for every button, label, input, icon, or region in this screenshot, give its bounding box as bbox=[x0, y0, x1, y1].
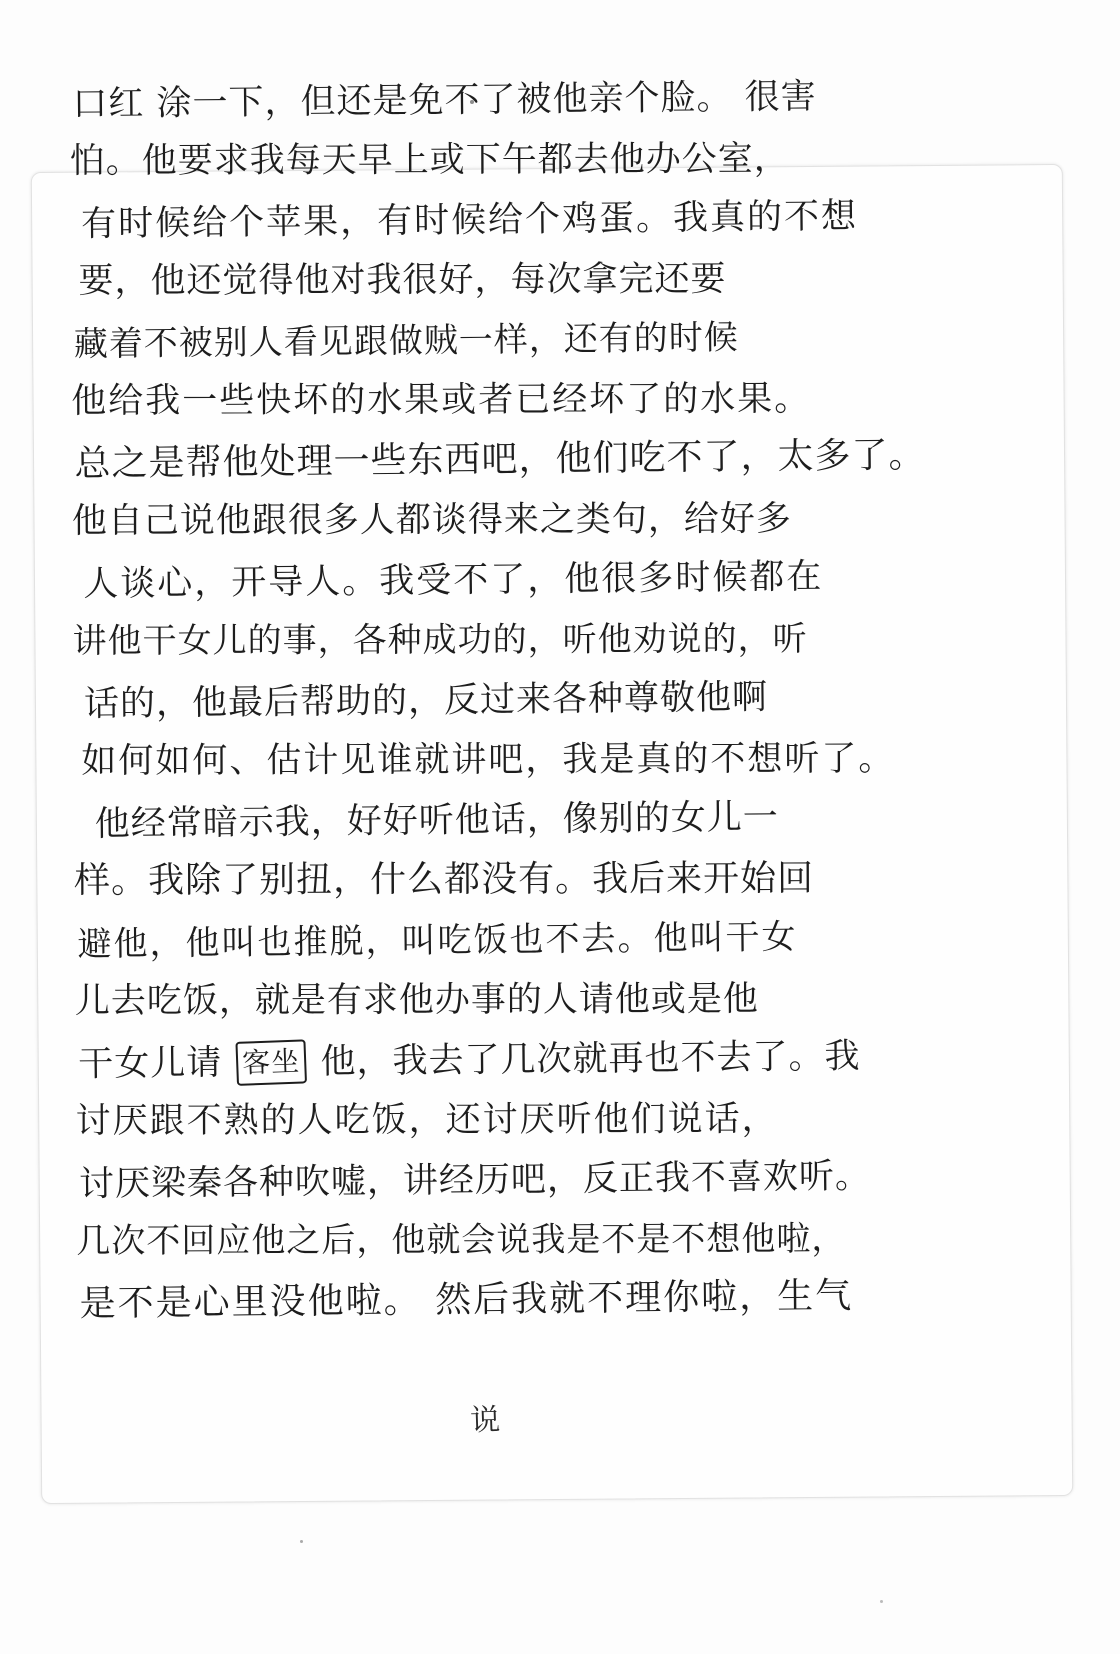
scan-speck bbox=[880, 1600, 883, 1603]
text-line-with-insertion bbox=[78, 1025, 969, 1094]
text-line: 他经常暗示我，好好听他话，像别的女儿一 bbox=[94, 797, 779, 845]
text-line: 如何如何、估计见谁就讲吧，我是真的不想听了。 bbox=[81, 738, 896, 782]
text-line: 避他，他叫也推脱，叫吃饭也不去。他叫干女 bbox=[77, 917, 798, 965]
text-line: 讨厌跟不熟的人吃饭，还讨厌听他们说话， bbox=[75, 1099, 779, 1142]
text-line: 藏着不被别人看见跟做贼一样，还有的时候 bbox=[73, 317, 739, 365]
text-line: 样。我除了别扭，什么都没有。我后来开始回 bbox=[74, 858, 815, 902]
text-line: 有时候给个苹果，有时候给个鸡蛋。我真的不想 bbox=[80, 196, 859, 245]
insertion-correction-mark: 客坐 bbox=[236, 1039, 308, 1086]
text-line: 他自己说他跟很多人都谈得来之类句，给好多 bbox=[71, 499, 792, 542]
text-line: 他给我一些快坏的水果或者已经坏了的水果。 bbox=[71, 379, 812, 422]
text-line: 讲他干女儿的事，各种成功的，听他劝说的，听 bbox=[72, 619, 808, 662]
text-line: 是不是心里没他啦。 然后我就不理你啦，生气 bbox=[79, 1275, 854, 1325]
margin-annotation: 说 bbox=[469, 1402, 501, 1439]
text-line: 人谈心，开导人。我受不了，他很多时候都在 bbox=[83, 556, 824, 605]
text-line: 几次不回应他之后，他就会说我是不是不想他啦， bbox=[76, 1219, 847, 1262]
text-line: 总之是帮他处理一些东西吧，他们吃不了，太多了。 bbox=[74, 434, 926, 485]
text-line: 要，他还觉得他对我很好，每次拿完还要 bbox=[78, 259, 727, 302]
text-line-part: 干女儿请 bbox=[78, 1043, 223, 1085]
text-line: 讨厌梁秦各种吹嘘，讲经历吧，反正我不喜欢听。 bbox=[78, 1156, 872, 1205]
text-line: 话的，他最后帮助的，反过来各种尊敬他啊 bbox=[83, 677, 769, 725]
text-line-part: 他，我去了几次就再也不去了。我 bbox=[320, 1036, 861, 1083]
text-line: 口红 涂一下，但还是免不了被他亲个脸。 很害 bbox=[72, 76, 817, 125]
handwritten-text-block bbox=[70, 67, 968, 1332]
text-line: 儿去吃饭，就是有求他办事的人请他或是他 bbox=[74, 979, 759, 1022]
text-line: 怕。他要求我每天早上或下午都去他办公室， bbox=[69, 139, 790, 182]
scan-speck bbox=[300, 1540, 303, 1543]
